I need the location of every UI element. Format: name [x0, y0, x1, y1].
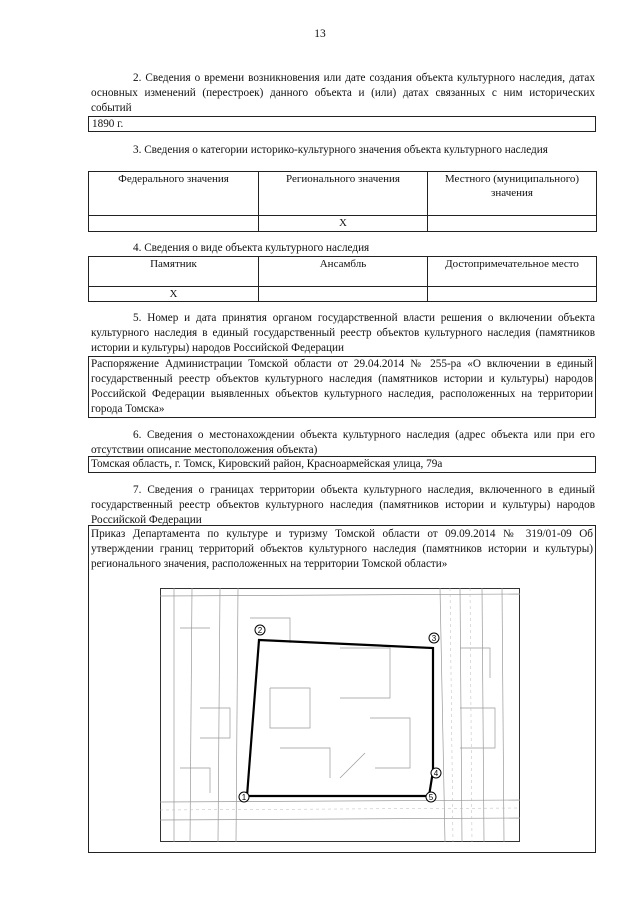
section-5-heading: 5. Номер и дата принятия органом государственной власти решения о включении объекта культурного наследия в единый государственный реестр объектов культурного наследия (памятников истории и культуры) народов Российской Федерации [91, 312, 595, 354]
section-3-heading: 3. Сведения о категории историко-культурного значения объекта культурного наследия [133, 144, 548, 156]
section-7-value: Приказ Департамента по культуре и туризму Томской области от 09.09.2014 № 319/01-09 Об утверждении границ территорий объектов культурного наследия (памятников истории и культуры) регионального значения, расположенных на территории Томской области» [91, 528, 593, 570]
category-header-regional: Регионального значения [259, 172, 428, 216]
category-mark-federal [89, 216, 259, 232]
section-6-value: Томская область, г. Томск, Кировский район, Красноармейская улица, 79а [91, 458, 443, 470]
boundary-map [160, 588, 520, 842]
point-4-label: 4 [433, 769, 439, 778]
type-header-ensemble: Ансамбль [259, 257, 428, 287]
type-mark-ensemble [259, 287, 428, 302]
section-6-value-box [88, 456, 596, 473]
page-number: 13 [314, 28, 326, 40]
type-mark-monument: Х [89, 287, 259, 302]
boundary-map-drawing [160, 588, 520, 842]
type-header-monument: Памятник [89, 257, 259, 287]
point-5-label: 5 [428, 793, 434, 802]
category-header-federal: Федерального значения [89, 172, 259, 216]
point-1-label: 1 [241, 793, 247, 802]
section-5-value: Распоряжение Администрации Томской области от 29.04.2014 № 255-ра «О включении в единый государственный реестр объектов культурного наследия (памятников истории и культуры) народов Российской Федерации выявленных объектов культурного наследия, расположенных на территории города Томска» [91, 358, 593, 415]
section-4-heading: 4. Сведения о виде объекта культурного наследия [133, 242, 370, 254]
section-5-value-box [88, 356, 596, 418]
point-2-label: 2 [257, 626, 263, 635]
category-mark-local [428, 216, 597, 232]
type-header-landmark: Достопримечательное место [428, 257, 597, 287]
category-table [88, 171, 597, 232]
type-table [88, 256, 597, 302]
section-7-heading: 7. Сведения о границах территории объекта культурного наследия, включенного в единый государственный реестр объектов культурного наследия (памятников истории и культуры) народов Российской Федерации [91, 484, 595, 526]
section-2-heading: 2. Сведения о времени возникновения или дате создания объекта культурного наследия, датах основных изменений (перестроек) данного объекта и (или) датах связанных с ним исторических событий [91, 72, 595, 114]
category-mark-regional: Х [259, 216, 428, 232]
section-6-heading: 6. Сведения о местонахождении объекта культурного наследия (адрес объекта или при его отсутствии описание местоположения объекта) [91, 429, 595, 456]
section-2-value-box [88, 116, 596, 132]
type-mark-landmark [428, 287, 597, 302]
section-2-value: 1890 г. [92, 118, 124, 130]
point-3-label: 3 [431, 634, 437, 643]
category-header-local: Местного (муниципального) значения [428, 172, 597, 216]
